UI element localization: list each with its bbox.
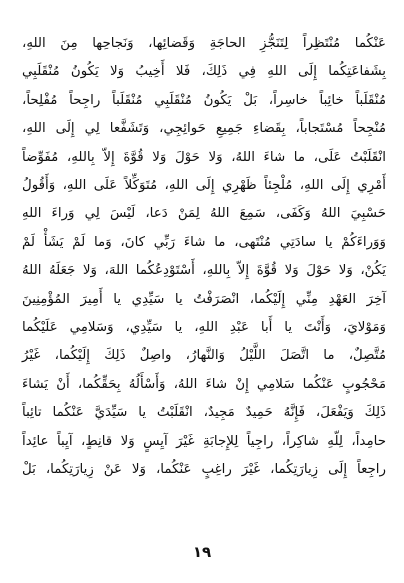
text-line: راجِعاً إِلَى زِيارَتِكُما، غَيْرَ راغِبٍ عَنْكُما، وَلا عَنْ زِيارَتِكُما، بَلْ xyxy=(22,462,386,478)
text-line: عَنْكُما مُنْتَظِراً لِتَنَجُّزِ الحاجَةِ وَقَضائِها، وَنَجاحِها مِنَ اللهِ، xyxy=(22,36,386,51)
text-line: وَمَوْلايَ، وَأَنْتَ يا أَبا عَبْدِ اللهِ، يا سَيِّدِي، وَسَلامِي عَلَيْكُما xyxy=(22,320,386,336)
text-line: مُنْقَلَباً خائِباً خاسِراً، بَلْ يَكُونُ مُنْقَلَبِي مُنْقَلَباً راجِحاً مُفْلِحاً، xyxy=(22,92,386,108)
text-line: حَسْبِيَ اللهُ وَكَفَى، سَمِعَ اللهُ لِمَنْ دَعا، لَيْسَ لِي وَراءَ اللهِ xyxy=(22,206,386,222)
text-line: مَحْجُوبٍ عَنْكُما سَلامِي إِنْ شاءَ اللهُ، وَأَسْأَلُهُ بِحَقِّكُما، أَنْ يَشاءَ xyxy=(22,376,386,392)
page-number: ١٩ xyxy=(192,543,212,561)
text-line: مُنْجِحاً مُسْتَجاباً، بِقَضاءِ جَمِيعِ حَوائِجِي، وَتَشَفَّعا لِي إِلَى اللهِ، xyxy=(22,121,386,137)
body-text xyxy=(22,30,386,485)
text-line: ذَلِكَ وَيَفْعَلَ، فَإِنَّهُ حَمِيدٌ مَجِيدٌ، انْقَلَبْتُ يا سَيِّدَيَّ عَنْكُما تائِباً xyxy=(22,405,386,421)
text-line: حامِداً، لِلّهِ شاكِراً، راجِياً لِلإِجابَةِ غَيْرَ آيِسٍ وَلا قانِطٍ، آيِباً عائِداً xyxy=(22,433,386,449)
text-line: أَمْرِي إِلَى اللهِ، مُلْجِئاً ظَهْرِي إِلَى اللهِ، مُتَوَكِّلاً عَلَى اللهِ، وَأَقُولُ xyxy=(22,178,386,194)
text-line: انْقَلَبْتُ عَلَى، ما شاءَ اللهُ، وَلا حَوْلَ وَلا قُوَّةَ إِلاّ بِاللهِ، مُفَوِّضاً xyxy=(22,149,386,165)
text-line: وَوَراءَكُمْ يا سادَتِي مُنْتَهى، ما شاءَ رَبِّي كانَ، وَما لَمْ يَشَأْ لَمْ xyxy=(22,234,386,250)
text-line: مُتَّصِلٌ، ما اتَّصَلَ اللَّيْلُ وَالنَّهارُ، واصِلٌ ذَلِكَ إِلَيْكُما، غَيْرُ xyxy=(22,348,386,364)
text-line: يَكُنْ، وَلا حَوْلَ وَلا قُوَّةَ إِلاّ بِاللهِ، أَسْتَوْدِعُكُما اللهَ، وَلا جَعَلَهُ اللهُ xyxy=(22,263,386,279)
text-line: بِشَفاعَتِكُما إِلَى اللهِ فِي ذَلِكَ، فَلا أَخِيبُ وَلا يَكُونُ مُنْقَلَبِي xyxy=(22,64,386,80)
text-line: آخِرَ العَهْدِ مِنِّي إِلَيْكُما، انْصَرَفْتُ يا سَيِّدِي يا أَمِيرَ المُؤْمِنِينَ xyxy=(22,291,386,307)
